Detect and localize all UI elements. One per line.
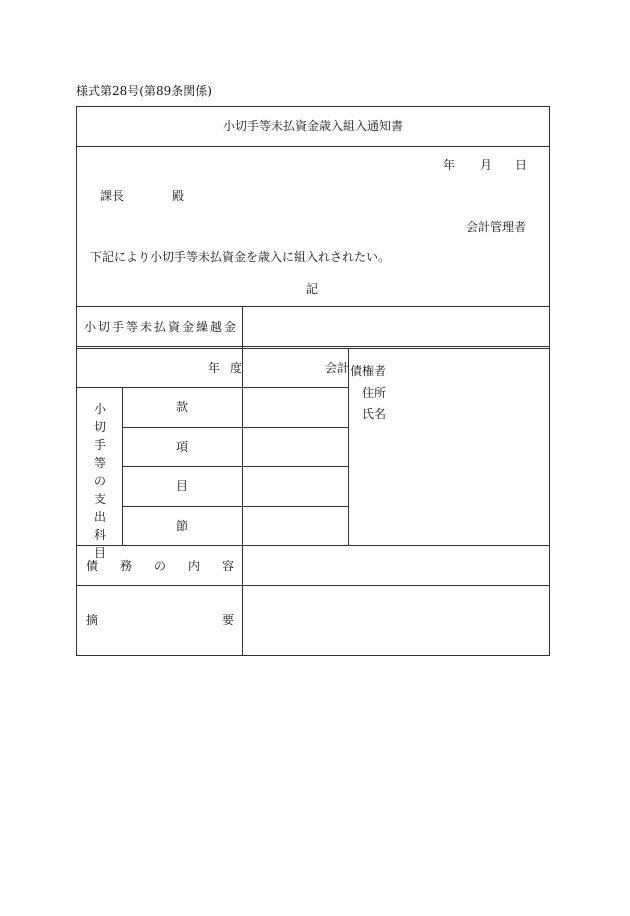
addressee-role: 課長 [100,189,125,203]
date-month: 月 [480,158,493,172]
obligation-char-4: 内 [187,559,200,573]
body-text: 下記により小切手等未払資金を歳入に組入れされたい。 [90,250,391,264]
expense-category-label: 小切手等の支出科目 [93,402,106,560]
frame-bottom-border [76,655,550,656]
date-day: 日 [515,158,528,172]
date-year: 年 [443,158,456,172]
notice-bottom-border [76,306,550,307]
frame-right-border [549,106,550,656]
year-label-a: 年 [208,361,221,375]
summary-char-1: 摘 [86,613,99,627]
title-bottom-border [76,146,550,147]
account-column-divider [348,348,349,545]
expense-row-moku: 目 [175,479,188,493]
addressee-honorific: 殿 [172,189,185,203]
sender: 会計管理者 [466,220,527,234]
expense-row-kou: 項 [175,440,188,454]
obligation-char-5: 容 [221,559,234,573]
expense-row-setsu: 節 [175,519,188,533]
creditor-name-label: 氏名 [362,407,387,421]
obligation-char-3: の [153,559,166,573]
creditor-address-label: 住所 [362,386,387,400]
summary-label [86,613,234,627]
year-row-bottom-border [76,387,349,388]
creditor-label: 債権者 [350,364,387,378]
obligation-label [86,559,234,573]
frame-top-border [76,106,550,107]
year-label-b: 度 [230,361,243,375]
form-number: 様式第28号(第89条関係) [76,84,212,98]
document-title: 小切手等未払資金歳入組入通知書 [222,119,403,133]
moku-row-bottom-border [122,506,349,507]
obligation-char-1: 債 [86,559,99,573]
carryover-label: 小切手等未払資金繰越金 [84,320,239,334]
expense-row-kan: 款 [175,400,188,414]
account-label: 会計 [325,361,350,375]
ki-label: 記 [306,282,319,296]
obligation-char-2: 務 [119,559,132,573]
carryover-bottom-border-double [76,348,550,349]
obligation-bottom-border [76,585,550,586]
carryover-bottom-border [76,346,550,347]
frame-left-border [76,106,77,656]
kan-row-bottom-border [122,427,349,428]
kou-row-bottom-border [122,466,349,467]
summary-char-2: 要 [221,613,234,627]
label-column-divider [242,306,243,655]
expense-bottom-border [76,545,550,546]
